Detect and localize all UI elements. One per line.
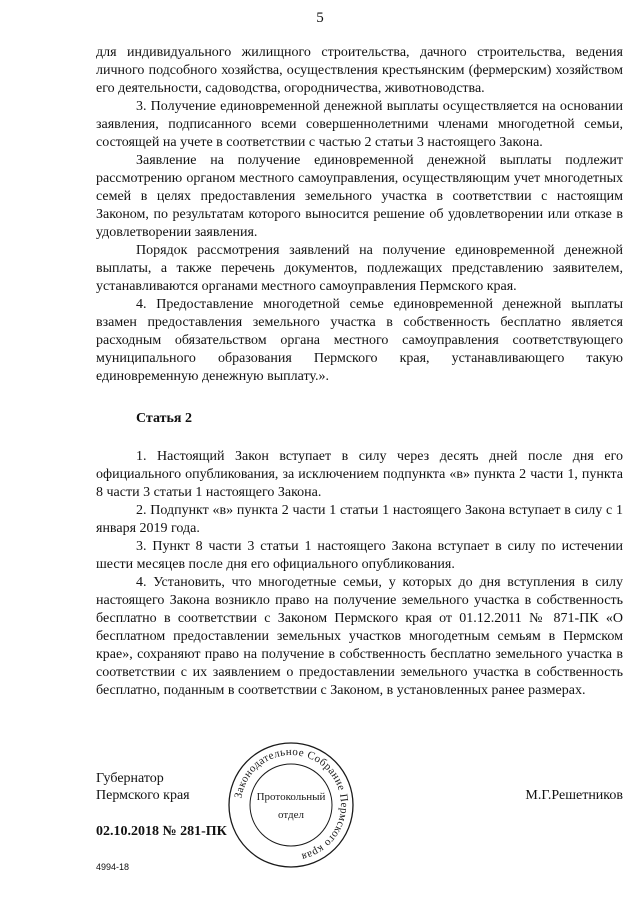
signatory-title-line2: Пермского края [96, 788, 190, 803]
official-stamp [226, 740, 356, 870]
paragraph-review-procedure: Порядок рассмотрения заявлений на получение единовременной денежной выплаты, а также перечень документов, подлежащих представлению заявителем, устанавливаются органами местного самоуправления Пермского края. [96, 243, 623, 294]
signatory-title-line1: Губернатор [96, 771, 164, 786]
signature-block [96, 770, 623, 804]
signatory-name: М.Г.Решетников [525, 788, 623, 803]
article-item-4: 4. Установить, что многодетные семьи, у которых до дня вступления в силу настоящего Закона возникло право на получение земельного участка в собственность бесплатно в соответствии с Законом Пермского края от 01.12.2011 № 871-ПК «О бесплатном предоставлении земельных участков многодетным семьям в Пермском крае», сохраняют право на получение в собственность бесплатно земельного участка в соответствии с их заявлением о предоставлении земельного участка в собственность бесплатно, поданным в соответствии с Законом, в установленных ранее размерах. [96, 575, 623, 698]
stamp-center-line1: Протокольный [256, 791, 326, 803]
paragraph-application-review: Заявление на получение единовременной денежной выплаты подлежит рассмотрению органом местного самоуправления, осуществляющим учет многодетных семей в целях предоставления земельного участка в соответствии с настоящим Законом, по результатам которого выносится решение об удовлетворении или отказе в удовлетворении заявления. [96, 153, 623, 240]
stamp-center-line2: отдел [278, 809, 304, 821]
law-date-number: 02.10.2018 № 281-ПК [96, 824, 227, 839]
article-heading: Статья 2 [136, 411, 192, 426]
stamp-ring-text: Законодательное Собрание Пермского края [232, 745, 351, 863]
article-item-3: 3. Пункт 8 части 3 статьи 1 настоящего Закона вступает в силу по истечении шести месяцев после дня его официального опубликования. [96, 539, 623, 572]
document-code: 4994-18 [96, 862, 130, 872]
page-number: 5 [316, 10, 324, 26]
paragraph-continuation: для индивидуального жилищного строительства, дачного строительства, ведения личного подсобного хозяйства, осуществления крестьянским (фермерским) хозяйством его деятельности, садоводства, огородничества, животноводства. [96, 45, 623, 96]
paragraph-point-3: 3. Получение единовременной денежной выплаты осуществляется на основании заявления, подписанного всеми совершеннолетними членами многодетной семьи, состоящей на учете в соответствии с частью 2 статьи 3 настоящего Закона. [96, 99, 623, 150]
article-item-1: 1. Настоящий Закон вступает в силу через десять дней после дня его официального опубликования, за исключением подпункта «в» пункта 2 части 1, пункта 8 части 3 статьи 1 настоящего Закона. [96, 449, 623, 500]
stamp-seal-icon [226, 740, 356, 870]
paragraph-point-4: 4. Предоставление многодетной семье единовременной денежной выплаты взамен предоставления земельного участка в собственность бесплатно является расходным обязательством органа местного самоуправления соответствующего муниципального образования Пермского края, устанавливающего такую единовременную денежную выплату.». [96, 297, 623, 384]
document-body [96, 44, 623, 700]
article-item-2: 2. Подпункт «в» пункта 2 части 1 статьи 1 настоящего Закона вступает в силу с 1 января 2019 года. [96, 503, 623, 536]
